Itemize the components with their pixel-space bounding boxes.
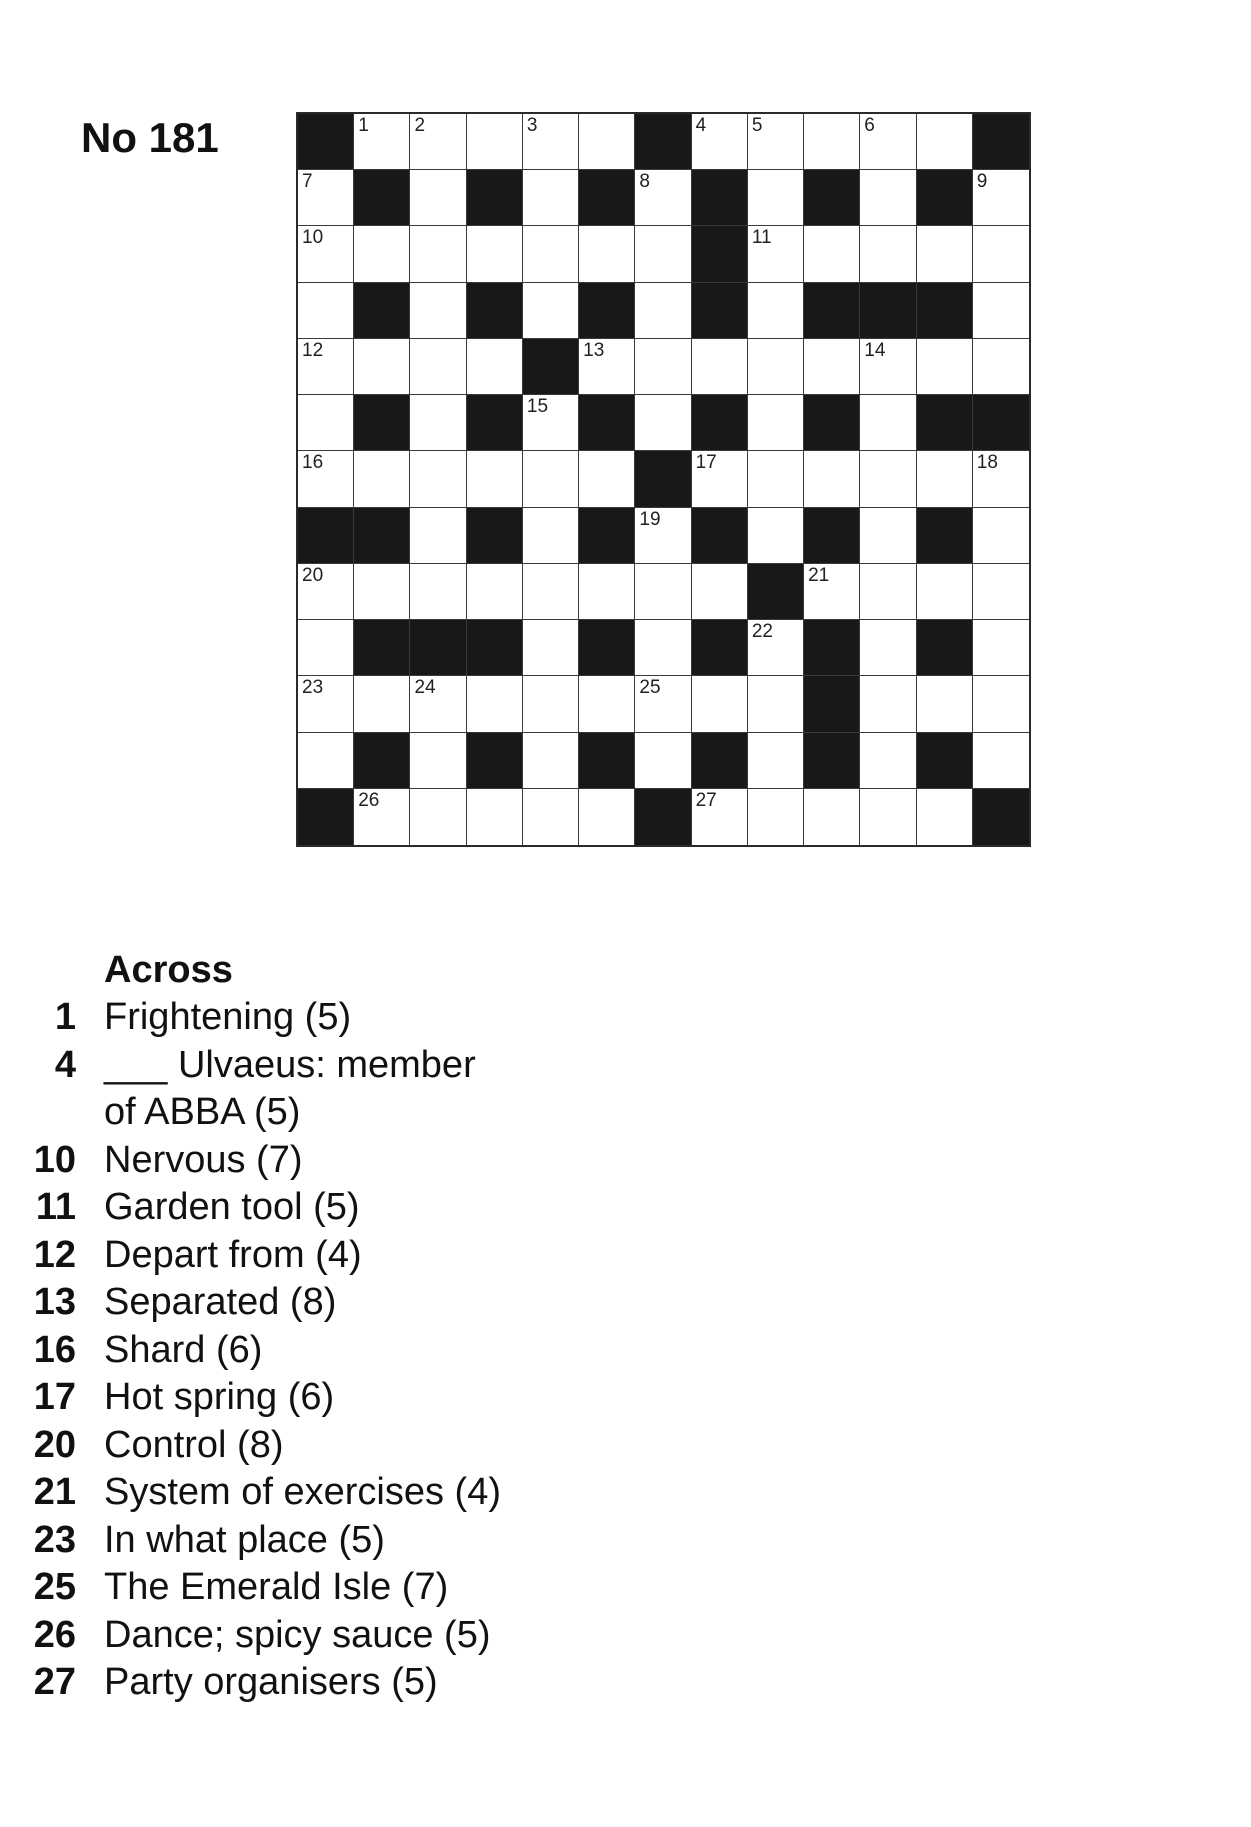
grid-cell[interactable] <box>410 114 466 170</box>
grid-cell[interactable] <box>579 339 635 395</box>
grid-cell[interactable] <box>860 114 916 170</box>
across-clue[interactable] <box>0 1279 640 1327</box>
grid-cell[interactable] <box>410 170 466 226</box>
grid-cell-black <box>354 170 410 226</box>
grid-cell[interactable] <box>467 451 523 507</box>
grid-cell[interactable] <box>410 395 466 451</box>
grid-cell-black <box>523 339 579 395</box>
grid-cell[interactable] <box>748 733 804 789</box>
grid-cell[interactable] <box>973 620 1029 676</box>
grid-cell[interactable] <box>973 733 1029 789</box>
across-clue[interactable] <box>0 1422 640 1470</box>
cell-number: 12 <box>302 339 324 361</box>
grid-cell[interactable] <box>467 676 523 732</box>
grid-cell[interactable] <box>804 114 860 170</box>
grid-cell[interactable] <box>860 564 916 620</box>
clue-text: Hot spring (6) <box>104 1376 335 1418</box>
clue-number: 20 <box>33 1423 76 1466</box>
grid-cell[interactable] <box>579 114 635 170</box>
grid-cell-black <box>692 620 748 676</box>
grid-cell-black <box>579 733 635 789</box>
grid-cell[interactable] <box>748 676 804 732</box>
grid-cell[interactable] <box>298 170 354 226</box>
grid-cell-black <box>692 395 748 451</box>
grid-cell[interactable] <box>748 451 804 507</box>
cell-number: 16 <box>302 452 324 474</box>
grid-cell[interactable] <box>635 395 691 451</box>
grid-cell[interactable] <box>748 339 804 395</box>
grid-cell[interactable] <box>354 339 410 395</box>
grid-cell-black <box>804 395 860 451</box>
grid-cell[interactable] <box>860 170 916 226</box>
grid-cell[interactable] <box>973 226 1029 282</box>
clue-number: 27 <box>33 1661 76 1703</box>
grid-cell[interactable] <box>523 620 579 676</box>
grid-cell-black <box>804 620 860 676</box>
cell-number: 6 <box>864 115 875 136</box>
across-clue[interactable] <box>0 1232 640 1280</box>
grid-cell[interactable] <box>523 676 579 732</box>
grid-cell[interactable] <box>410 676 466 732</box>
grid-cell[interactable] <box>298 620 354 676</box>
grid-cell[interactable] <box>354 226 410 282</box>
grid-cell-black <box>579 170 635 226</box>
grid-cell[interactable] <box>523 395 579 451</box>
grid-cell-black <box>410 620 466 676</box>
grid-cell[interactable] <box>973 451 1029 507</box>
cell-number: 4 <box>695 115 707 136</box>
grid-cell[interactable] <box>298 226 354 282</box>
grid-cell-black <box>354 395 410 451</box>
cell-number: 25 <box>639 677 661 699</box>
grid-cell[interactable] <box>860 339 916 395</box>
across-clue[interactable] <box>0 1469 640 1517</box>
clue-text: Depart from (4) <box>104 1233 362 1276</box>
clue-number: 12 <box>33 1233 76 1276</box>
grid-cell-black <box>973 395 1029 451</box>
grid-cell[interactable] <box>860 676 916 732</box>
grid-cell[interactable] <box>635 564 691 620</box>
cell-number: 18 <box>976 452 998 474</box>
grid-cell-black <box>917 395 973 451</box>
grid-cell-black <box>860 283 916 339</box>
grid-cell[interactable] <box>692 114 748 170</box>
grid-cell[interactable] <box>973 508 1029 564</box>
grid-cell[interactable] <box>467 564 523 620</box>
grid-cell[interactable] <box>860 789 916 845</box>
cell-number: 26 <box>358 789 380 811</box>
across-clue[interactable] <box>0 1659 640 1707</box>
cell-number: 17 <box>695 452 717 474</box>
clue-text: Separated (8) <box>104 1281 337 1323</box>
cell-number: 27 <box>695 789 717 811</box>
puzzle-title: No 181 <box>81 114 219 161</box>
cell-number: 14 <box>864 339 886 361</box>
grid-cell[interactable] <box>579 676 635 732</box>
grid-cell[interactable] <box>635 620 691 676</box>
grid-cell-black <box>298 114 354 170</box>
grid-cell[interactable] <box>692 789 748 845</box>
grid-cell[interactable] <box>467 114 523 170</box>
grid-cell[interactable] <box>804 339 860 395</box>
across-clue[interactable] <box>0 1327 640 1375</box>
grid-cell-black <box>467 733 523 789</box>
grid-cell-black <box>692 283 748 339</box>
grid-cell[interactable] <box>748 508 804 564</box>
grid-cell-black <box>579 620 635 676</box>
grid-cell-black <box>467 508 523 564</box>
grid-cell[interactable] <box>917 789 973 845</box>
clue-text: System of exercises (4) <box>104 1471 501 1513</box>
clue-text: ___ Ulvaeus: member of ABBA (5) <box>104 1043 476 1133</box>
grid-cell[interactable] <box>467 789 523 845</box>
grid-cell[interactable] <box>692 564 748 620</box>
across-clue[interactable] <box>0 1374 640 1422</box>
grid-cell-black <box>804 676 860 732</box>
grid-cell[interactable] <box>523 283 579 339</box>
grid-cell[interactable] <box>467 226 523 282</box>
clue-text: Shard (6) <box>104 1328 263 1371</box>
grid-cell[interactable] <box>973 564 1029 620</box>
cell-number: 24 <box>414 677 436 699</box>
cell-number: 10 <box>302 227 324 249</box>
grid-cell-black <box>917 170 973 226</box>
grid-cell-black <box>467 170 523 226</box>
grid-cell[interactable] <box>860 733 916 789</box>
grid-cell[interactable] <box>804 226 860 282</box>
grid-cell[interactable] <box>410 451 466 507</box>
grid-cell[interactable] <box>523 564 579 620</box>
grid-cell[interactable] <box>523 226 579 282</box>
grid-cell[interactable] <box>410 283 466 339</box>
grid-cell-black <box>298 789 354 845</box>
grid-cell[interactable] <box>410 789 466 845</box>
grid-cell[interactable] <box>635 283 691 339</box>
clue-number: 23 <box>33 1518 76 1561</box>
clue-number: 11 <box>35 1186 76 1228</box>
grid-cell-black <box>354 620 410 676</box>
cell-number: 21 <box>808 564 830 586</box>
cell-number: 23 <box>302 677 324 699</box>
grid-cell-black <box>298 508 354 564</box>
clue-number: 1 <box>54 996 76 1038</box>
grid-cell[interactable] <box>298 283 354 339</box>
clue-number: 10 <box>33 1138 76 1181</box>
grid-cell[interactable] <box>804 451 860 507</box>
grid-cell[interactable] <box>579 789 635 845</box>
crossword-grid <box>296 112 1031 847</box>
grid-cell[interactable] <box>692 676 748 732</box>
grid-cell[interactable] <box>860 226 916 282</box>
grid-cell[interactable] <box>354 789 410 845</box>
grid-cell[interactable] <box>860 508 916 564</box>
across-clue[interactable] <box>0 1564 640 1612</box>
grid-cell-black <box>467 620 523 676</box>
clue-text: The Emerald Isle (7) <box>104 1566 449 1608</box>
grid-cell[interactable] <box>523 170 579 226</box>
grid-cell[interactable] <box>748 395 804 451</box>
across-clue-list <box>0 994 640 1707</box>
grid-cell[interactable] <box>917 114 973 170</box>
clue-text: In what place (5) <box>104 1518 385 1561</box>
clue-number: 25 <box>33 1566 76 1608</box>
grid-cell[interactable] <box>635 733 691 789</box>
grid-cell[interactable] <box>635 226 691 282</box>
grid-cell[interactable] <box>298 733 354 789</box>
grid-cell[interactable] <box>973 283 1029 339</box>
grid-cell[interactable] <box>748 283 804 339</box>
grid-cell-black <box>917 733 973 789</box>
grid-cell[interactable] <box>298 451 354 507</box>
grid-cell[interactable] <box>973 676 1029 732</box>
grid-cell-black <box>579 283 635 339</box>
across-clue[interactable] <box>0 1137 640 1185</box>
grid-cell[interactable] <box>635 676 691 732</box>
grid-cell[interactable] <box>917 564 973 620</box>
grid-cell[interactable] <box>354 114 410 170</box>
grid-cell[interactable] <box>692 451 748 507</box>
across-clue[interactable] <box>0 994 640 1042</box>
grid-cell[interactable] <box>635 170 691 226</box>
cell-number: 19 <box>639 508 661 530</box>
grid-cell[interactable] <box>860 620 916 676</box>
grid-cell[interactable] <box>523 733 579 789</box>
grid-cell-black <box>354 733 410 789</box>
grid-cell[interactable] <box>298 339 354 395</box>
clue-text: Control (8) <box>104 1423 284 1466</box>
grid-cell[interactable] <box>860 395 916 451</box>
grid-cell[interactable] <box>748 789 804 845</box>
grid-cell[interactable] <box>973 339 1029 395</box>
grid-cell[interactable] <box>579 226 635 282</box>
grid-cell-black <box>692 733 748 789</box>
cell-number: 15 <box>526 396 549 418</box>
grid-cell[interactable] <box>523 789 579 845</box>
grid-cell[interactable] <box>748 114 804 170</box>
grid-cell-black <box>804 508 860 564</box>
grid-cell[interactable] <box>917 451 973 507</box>
across-heading: Across <box>104 949 233 991</box>
clue-number: 21 <box>33 1471 76 1513</box>
grid-cell[interactable] <box>354 676 410 732</box>
across-clue[interactable] <box>0 1612 640 1660</box>
grid-cell[interactable] <box>917 676 973 732</box>
grid-cell-black <box>354 283 410 339</box>
grid-cell-black <box>467 283 523 339</box>
cell-number: 2 <box>414 115 426 136</box>
cell-number: 9 <box>976 171 988 193</box>
grid-cell[interactable] <box>354 564 410 620</box>
grid-cell-black <box>804 170 860 226</box>
grid-cell[interactable] <box>635 508 691 564</box>
cell-number: 13 <box>583 339 605 361</box>
grid-cell[interactable] <box>410 733 466 789</box>
clue-text: Party organisers (5) <box>104 1661 438 1703</box>
grid-cell[interactable] <box>298 395 354 451</box>
cell-number: 1 <box>358 115 369 136</box>
grid-cell-black <box>579 395 635 451</box>
grid-cell[interactable] <box>523 114 579 170</box>
clue-text: Frightening (5) <box>104 996 352 1038</box>
grid-cell[interactable] <box>298 676 354 732</box>
grid-cell[interactable] <box>298 564 354 620</box>
cell-number: 5 <box>751 115 763 136</box>
clue-number: 4 <box>54 1043 76 1086</box>
grid-cell[interactable] <box>523 508 579 564</box>
cell-number: 3 <box>526 115 538 136</box>
grid-cell-black <box>635 789 691 845</box>
grid-cell[interactable] <box>804 789 860 845</box>
grid-cell-black <box>917 283 973 339</box>
grid-cell[interactable] <box>410 226 466 282</box>
grid-cell[interactable] <box>410 564 466 620</box>
across-clue[interactable] <box>0 1517 640 1565</box>
clue-number: 13 <box>33 1281 76 1323</box>
grid-cell-black <box>692 508 748 564</box>
grid-cell-black <box>692 170 748 226</box>
cell-number: 7 <box>302 171 313 193</box>
cell-number: 22 <box>751 621 773 643</box>
clue-number: 17 <box>33 1376 76 1418</box>
grid-cell-black <box>804 283 860 339</box>
grid-cell[interactable] <box>748 170 804 226</box>
clue-text: Nervous (7) <box>104 1138 303 1181</box>
grid-cell[interactable] <box>973 170 1029 226</box>
clue-number: 26 <box>33 1613 76 1656</box>
grid-cell-black <box>354 508 410 564</box>
grid-cell-black <box>917 620 973 676</box>
grid-cell-black <box>804 733 860 789</box>
grid-cell-black <box>635 114 691 170</box>
grid-cell-black <box>579 508 635 564</box>
clue-number: 16 <box>33 1328 76 1371</box>
clue-text: Garden tool (5) <box>104 1186 360 1228</box>
grid-cell[interactable] <box>860 451 916 507</box>
cell-number: 8 <box>639 171 650 193</box>
grid-cell-black <box>635 451 691 507</box>
grid-cell-black <box>692 226 748 282</box>
grid-cell-black <box>748 564 804 620</box>
grid-cell-black <box>973 789 1029 845</box>
grid-cell-black <box>917 508 973 564</box>
grid-cell[interactable] <box>579 451 635 507</box>
grid-cell[interactable] <box>410 508 466 564</box>
grid-cell[interactable] <box>692 339 748 395</box>
grid-cell[interactable] <box>579 564 635 620</box>
grid-cell[interactable] <box>917 339 973 395</box>
grid-cell-black <box>973 114 1029 170</box>
grid-cell[interactable] <box>467 339 523 395</box>
grid-cell[interactable] <box>635 339 691 395</box>
cell-number: 11 <box>751 227 772 249</box>
grid-cell[interactable] <box>748 226 804 282</box>
grid-cell[interactable] <box>748 620 804 676</box>
grid-cell[interactable] <box>917 226 973 282</box>
clue-text: Dance; spicy sauce (5) <box>104 1613 491 1656</box>
across-clue[interactable] <box>0 1184 640 1232</box>
across-clue[interactable] <box>0 1042 640 1137</box>
cell-number: 20 <box>302 564 324 586</box>
grid-cell[interactable] <box>804 564 860 620</box>
grid-cell[interactable] <box>354 451 410 507</box>
grid-cell[interactable] <box>410 339 466 395</box>
grid-cell[interactable] <box>523 451 579 507</box>
grid-cell-black <box>467 395 523 451</box>
